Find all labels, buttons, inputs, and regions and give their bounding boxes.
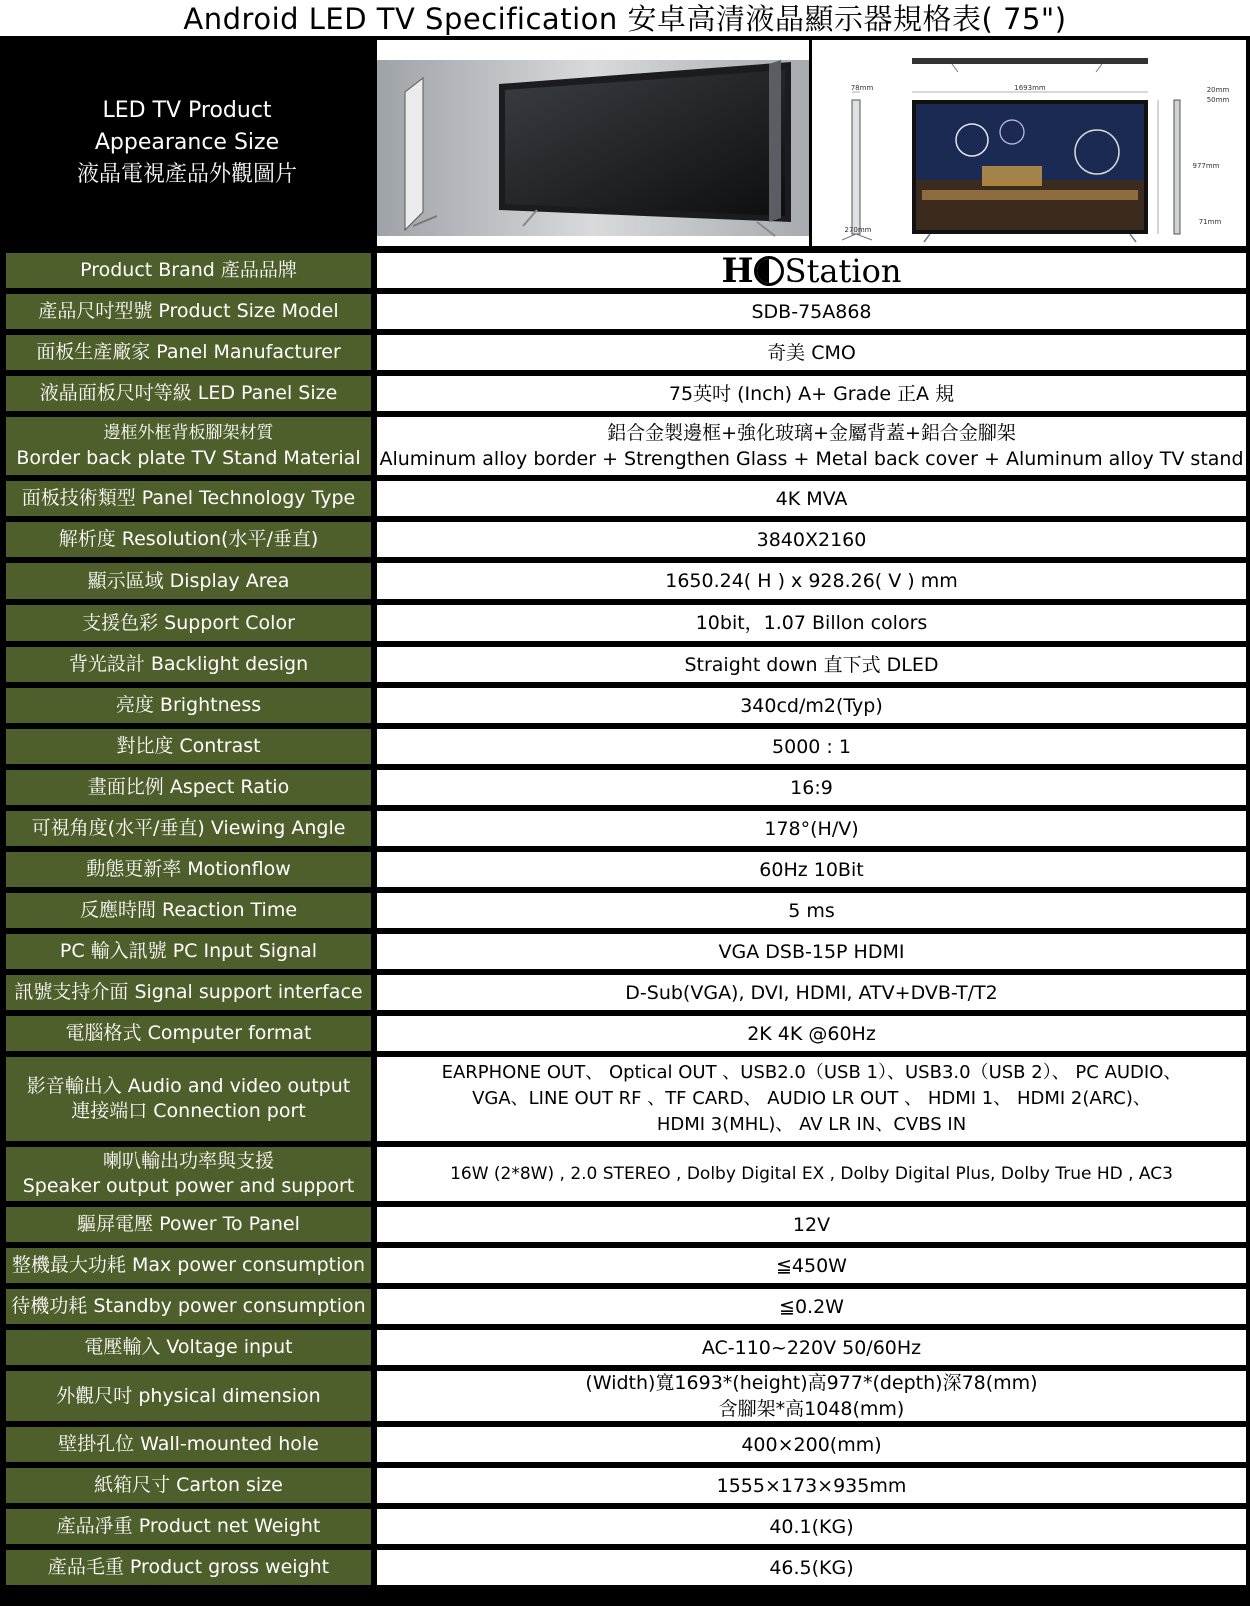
brand-logo xyxy=(721,253,902,288)
spec-label: 畫面比例 Aspect Ratio xyxy=(6,770,371,805)
spec-value: 2K 4K @60Hz xyxy=(377,1016,1246,1051)
page-title: Android LED TV Specification 安卓高清液晶顯示器規格表( 75") xyxy=(183,1,1067,36)
spec-label: 訊號支持介面 Signal support interface xyxy=(6,975,371,1010)
spec-label: 反應時間 Reaction Time xyxy=(6,893,371,928)
spec-value: 1650.24( H ) x 928.26( V ) mm xyxy=(377,563,1246,599)
appearance-label-line1: LED TV Product xyxy=(102,98,272,123)
spec-row xyxy=(0,1327,1250,1368)
appearance-label-line2: Appearance Size xyxy=(94,130,280,155)
spec-label xyxy=(6,417,371,475)
spec-value xyxy=(377,1371,1246,1421)
spec-value: Straight down 直下式 DLED xyxy=(377,647,1246,682)
spec-label: 待機功耗 Standby power consumption xyxy=(6,1289,371,1324)
spec-value: 75英吋 (Inch) A+ Grade 正A 規 xyxy=(377,376,1246,411)
spec-value: 12V xyxy=(377,1207,1246,1242)
spec-label: 壁掛孔位 Wall-mounted hole xyxy=(6,1427,371,1462)
dim-thickness-top: 20mm xyxy=(1206,86,1230,94)
spec-value: 奇美 CMO xyxy=(377,335,1246,370)
spec-label-line: 邊框外框背板腳架材質 xyxy=(103,423,274,443)
brand-logo-cell xyxy=(377,253,1246,288)
spec-value: 5000 : 1 xyxy=(377,729,1246,764)
dim-height: 977mm xyxy=(1192,162,1220,170)
spec-row xyxy=(0,1506,1250,1547)
spec-row xyxy=(0,685,1250,726)
spec-label-line: 連接端口 Connection port xyxy=(71,1100,306,1122)
spec-label-line: 影音輸出入 Audio and video output xyxy=(26,1075,351,1097)
brand-logo-circle xyxy=(754,256,784,286)
appearance-label xyxy=(0,36,374,250)
spec-value: 400×200(mm) xyxy=(377,1427,1246,1462)
spec-row xyxy=(0,560,1250,602)
spec-label: 產品毛重 Product gross weight xyxy=(6,1550,371,1585)
spec-value: 4K MVA xyxy=(377,481,1246,516)
spec-label: 電壓輸入 Voltage input xyxy=(6,1330,371,1365)
spec-label: 外觀尺吋 physical dimension xyxy=(6,1371,371,1421)
spec-row-brand xyxy=(0,250,1250,291)
spec-row xyxy=(0,291,1250,332)
spec-label-line: Border back plate TV Stand Material xyxy=(16,447,361,469)
tv-dimension-drawing xyxy=(812,40,1246,246)
spec-row xyxy=(0,808,1250,849)
spec-label: 產品凈重 Product net Weight xyxy=(6,1509,371,1544)
spec-row xyxy=(0,602,1250,644)
spec-value: 46.5(KG) xyxy=(377,1550,1246,1585)
spec-label xyxy=(6,1057,371,1141)
spec-label: 液晶面板尺吋等級 LED Panel Size xyxy=(6,376,371,411)
spec-label: 面板生產廠家 Panel Manufacturer xyxy=(6,335,371,370)
spec-label: 亮度 Brightness xyxy=(6,688,371,723)
spec-value xyxy=(377,1057,1246,1141)
dim-thickness-body: 50mm xyxy=(1206,96,1230,104)
spec-row xyxy=(0,931,1250,972)
spec-value-line: HDMI 3(MHL)、 AV LR IN、CVBS IN xyxy=(656,1114,967,1135)
spec-row xyxy=(0,373,1250,414)
spec-value: 5 ms xyxy=(377,893,1246,928)
spec-label: 電腦格式 Computer format xyxy=(6,1016,371,1051)
spec-row xyxy=(0,1245,1250,1286)
spec-value-line: (Width)寬1693*(height)高977*(depth)深78(mm) xyxy=(585,1372,1038,1394)
spec-value: ≦450W xyxy=(377,1248,1246,1283)
spec-row xyxy=(0,1144,1250,1204)
spec-row xyxy=(0,332,1250,373)
spec-row xyxy=(0,478,1250,519)
spec-value: D-Sub(VGA), DVI, HDMI, ATV+DVB-T/T2 xyxy=(377,975,1246,1010)
spec-value: SDB-75A868 xyxy=(377,294,1246,329)
spec-value-line: EARPHONE OUT、 Optical OUT 、USB2.0（USB 1）、USB3.0（USB 2）、 PC AUDIO、 xyxy=(441,1062,1182,1083)
spec-value: 340cd/m2(Typ) xyxy=(377,688,1246,723)
spec-label: PC 輸入訊號 PC Input Signal xyxy=(6,934,371,969)
spec-value-line: VGA、LINE OUT RF 、TF CARD、 AUDIO LR OUT 、 HDMI 1、 HDMI 2(ARC)、 xyxy=(472,1088,1151,1109)
spec-value-line: 鋁合金製邊框+強化玻璃+金屬背蓋+鋁合金腳架 xyxy=(607,422,1016,444)
spec-label-line: 喇叭輸出功率與支援 xyxy=(102,1150,274,1172)
spec-row xyxy=(0,1054,1250,1144)
dim-depth: 78mm xyxy=(850,84,874,92)
spec-label: 顯示區域 Display Area xyxy=(6,563,371,599)
spec-value: 60Hz 10Bit xyxy=(377,852,1246,887)
spec-label: 可視角度(水平/垂直) Viewing Angle xyxy=(6,811,371,846)
brand-logo-text: Station xyxy=(784,253,902,288)
spec-value: 3840X2160 xyxy=(377,522,1246,557)
spec-row xyxy=(0,1286,1250,1327)
spec-label: Product Brand 產品品牌 xyxy=(6,253,371,288)
spec-row xyxy=(0,890,1250,931)
spec-row xyxy=(0,1465,1250,1506)
spec-row xyxy=(0,726,1250,767)
spec-row xyxy=(0,767,1250,808)
spec-label: 解析度 Resolution(水平/垂直) xyxy=(6,522,371,557)
spec-row xyxy=(0,1368,1250,1424)
spec-label: 驅屏電壓 Power To Panel xyxy=(6,1207,371,1242)
spec-value xyxy=(377,417,1246,475)
spec-row xyxy=(0,1547,1250,1588)
spec-value: 16W (2*8W) , 2.0 STEREO , Dolby Digital EX , Dolby Digital Plus, Dolby True HD , AC3 xyxy=(377,1147,1246,1201)
spec-row xyxy=(0,644,1250,685)
spec-value: 1555×173×935mm xyxy=(377,1468,1246,1503)
spec-label: 背光設計 Backlight design xyxy=(6,647,371,682)
appearance-label-line3: 液晶電視產品外觀圖片 xyxy=(76,162,297,187)
brand-logo-h: H xyxy=(721,253,753,288)
spec-value: VGA DSB-15P HDMI xyxy=(377,934,1246,969)
spec-value: 10bit，1.07 Billon colors xyxy=(377,605,1246,641)
dim-width: 1693mm xyxy=(1014,84,1046,92)
appearance-row xyxy=(0,36,1250,250)
tv-product-photo xyxy=(377,40,809,246)
spec-label: 面板技術類型 Panel Technology Type xyxy=(6,481,371,516)
spec-row xyxy=(0,519,1250,560)
spec-row xyxy=(0,414,1250,478)
spec-value: 178°(H/V) xyxy=(377,811,1246,846)
spec-label xyxy=(6,1147,371,1201)
spec-row xyxy=(0,1204,1250,1245)
spec-label: 對比度 Contrast xyxy=(6,729,371,764)
spec-label: 整機最大功耗 Max power consumption xyxy=(6,1248,371,1283)
spec-label: 紙箱尺寸 Carton size xyxy=(6,1468,371,1503)
spec-row xyxy=(0,972,1250,1013)
spec-label-line: Speaker output power and support xyxy=(22,1175,355,1197)
spec-row xyxy=(0,1013,1250,1054)
spec-sheet xyxy=(0,36,1250,1606)
spec-label: 產品尺吋型號 Product Size Model xyxy=(6,294,371,329)
spec-value: AC-110~220V 50/60Hz xyxy=(377,1330,1246,1365)
spec-label: 動態更新率 Motionflow xyxy=(6,852,371,887)
spec-value: 40.1(KG) xyxy=(377,1509,1246,1544)
dim-stand-depth: 270mm xyxy=(844,226,872,234)
spec-row xyxy=(0,1424,1250,1465)
spec-value: 16:9 xyxy=(377,770,1246,805)
spec-row xyxy=(0,849,1250,890)
spec-label: 支援色彩 Support Color xyxy=(6,605,371,641)
spec-value-line: Aluminum alloy border + Strengthen Glass + Metal back cover + Aluminum alloy TV stand xyxy=(379,448,1244,470)
dim-stand-height: 71mm xyxy=(1198,218,1222,226)
spec-value-line: 含腳架*高1048(mm) xyxy=(718,1398,905,1420)
spec-value: ≦0.2W xyxy=(377,1289,1246,1324)
